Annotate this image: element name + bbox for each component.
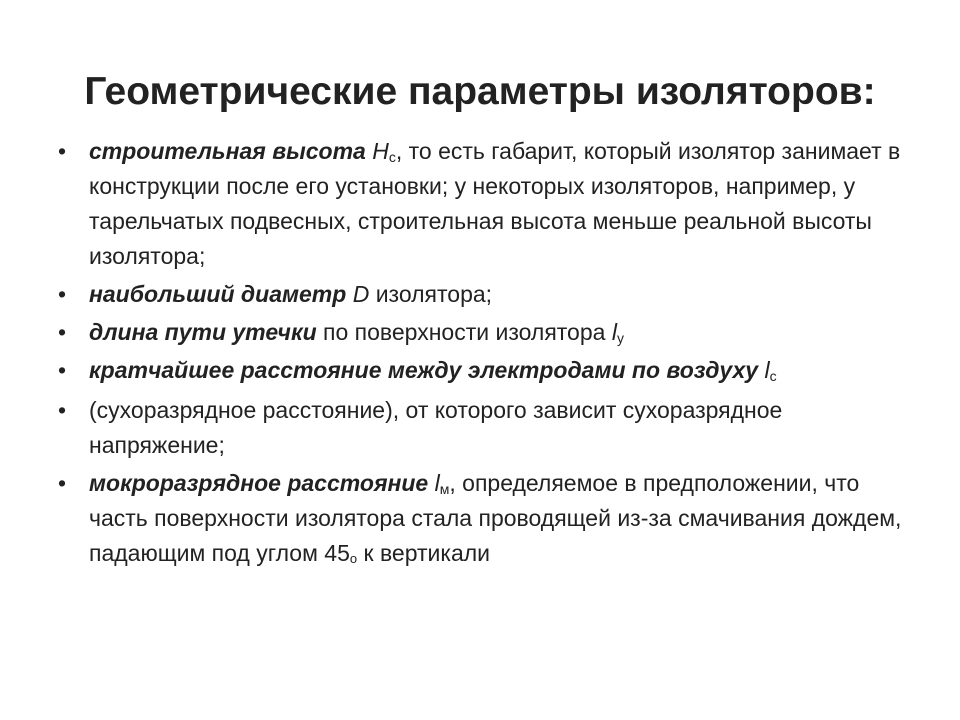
term: кратчайшее расстояние между электродами по воздуху <box>89 357 759 383</box>
bullet-icon: • <box>58 138 67 164</box>
symbol: H <box>372 138 389 164</box>
bullet-icon: • <box>58 319 67 345</box>
list-item <box>58 466 918 571</box>
symbol-subscript: с <box>769 368 777 384</box>
item-text: , определяемое в предположении, что часть поверхности изолятора стала проводящей из-за смачивания дождем, падающим под углом 45 <box>89 470 902 566</box>
bullet-icon: • <box>58 357 67 383</box>
symbol: l <box>764 357 770 383</box>
symbol-subscript: м <box>439 481 450 497</box>
symbol-subscript: c <box>388 149 396 165</box>
item-text: (сухоразрядное расстояние), от которого зависит сухоразрядное напряжение; <box>89 397 783 458</box>
item-text: , то есть габарит, который изолятор занимает в конструкции после его установки; у некоторых изоляторов, например, у тарельчатых подвесных, строительная высота меньше реальной высоты изолятора; <box>89 138 901 269</box>
symbol: l <box>611 319 617 345</box>
bullet-icon: • <box>58 470 67 496</box>
bullet-list <box>58 134 918 574</box>
list-item <box>58 134 918 274</box>
item-text: изолятора; <box>375 281 493 307</box>
symbol-subscript: у <box>616 330 624 346</box>
slide-title: Геометрические параметры изоляторов: <box>84 70 876 113</box>
list-item <box>58 277 918 312</box>
term: мокроразрядное расстояние <box>89 470 429 496</box>
term: наибольший диаметр <box>89 281 347 307</box>
symbol: l <box>434 470 440 496</box>
list-item <box>58 393 918 463</box>
term: строительная высота <box>89 138 366 164</box>
symbol: D <box>352 281 370 307</box>
item-text: по поверхности изолятора <box>323 319 606 345</box>
list-item <box>58 315 918 350</box>
term: длина пути утечки <box>89 319 317 345</box>
list-item <box>58 353 918 388</box>
bullet-icon: • <box>58 397 67 423</box>
degree-mark: о <box>349 551 358 566</box>
item-text-end: к вертикали <box>363 540 490 566</box>
bullet-icon: • <box>58 281 67 307</box>
